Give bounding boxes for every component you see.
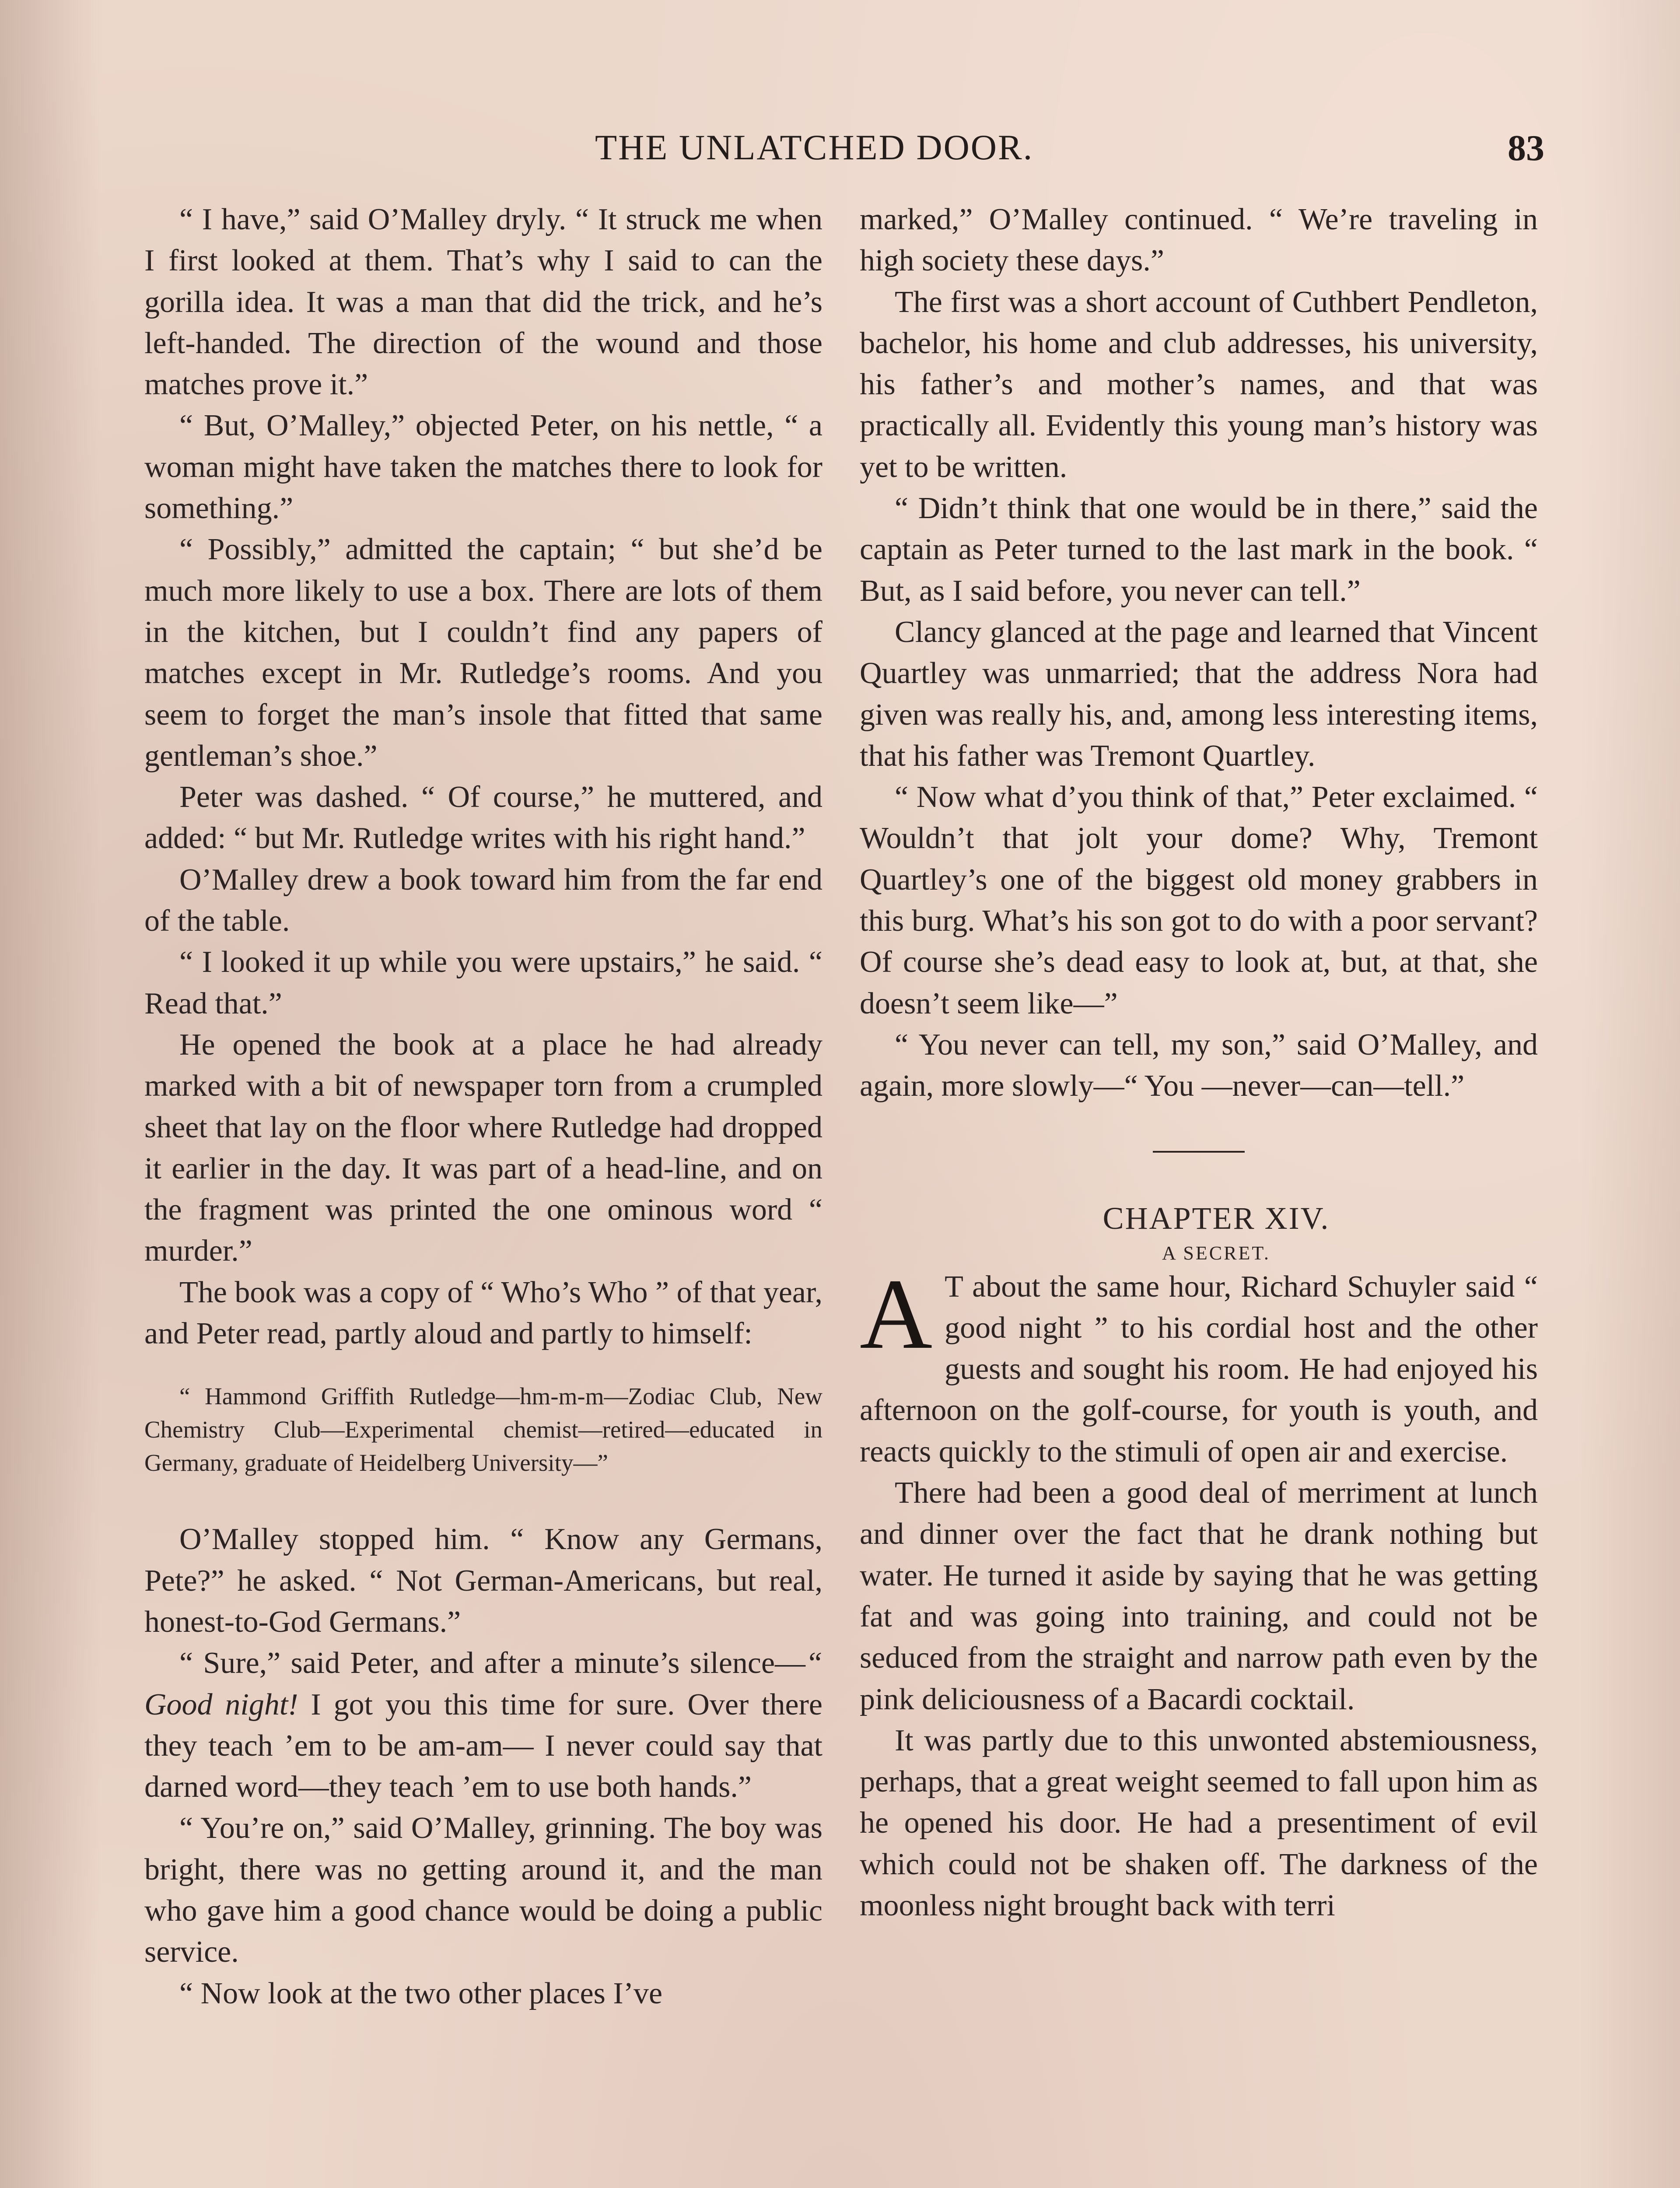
running-head [144,127,1544,175]
paragraph: The first was a short account of Cuthbert Pendleton, bachelor, his home and club addresses, his university, his father’s and mother’s names, and that was practically all. Evidently this young man’s history was yet to be written. [860,285,1538,484]
chapter-title: CHAPTER XIV. [1102,1200,1330,1236]
text-run: I got you this time for sure. Over there they teach ’em to be am-am— I never could say that darned word—they teach ’em to use both hands.” [144,1687,822,1804]
right-column [860,199,1538,1926]
text-run: “ Sure,” said Peter, and after a minute’s silence— [179,1646,806,1680]
paragraph-good-night [144,1643,822,1808]
paragraph: The book was a copy of “ Who’s Who ” of that year, and Peter read, partly aloud and partly to himself: [144,1275,822,1351]
paragraph: O’Malley stopped him. “ Know any Germans, Pete?” he asked. “ Not German-Americans, but real, honest-to-God Germans.” [144,1522,822,1639]
paragraph: “ You never can tell, my son,” said O’Malley, and again, more slowly—“ You —never—can—tell.” [860,1027,1538,1103]
who-s-who-quote: “ Hammond Griffith Rutledge—hm-m-m—Zodiac Club, New Chemistry Club—Experimental chemist—retired—educated in Germany, graduate of Heidelberg University—” [144,1383,822,1476]
paragraph: “ Possibly,” admitted the captain; “ but she’d be much more likely to use a box. There are lots of them in the kitchen, but I couldn’t find any papers of matches except in Mr. Rutledge’s rooms. And you seem to forget the man’s insole that fitted that same gentleman’s shoe.” [144,533,822,773]
paragraph: “ But, O’Malley,” objected Peter, on his nettle, “ a woman might have taken the matches there to look for something.” [144,409,822,526]
chapter-opening-paragraph [860,1258,1538,1473]
drop-cap: A [860,1258,933,1370]
left-column [144,199,822,2014]
paragraph: “ Now look at the two other places I’ve [179,1976,663,2010]
running-title: THE UNLATCHED DOOR. [595,127,1034,167]
paragraph: Clancy glanced at the page and learned that Vincent Quartley was unmarried; that the address Nora had given was really his, and, among less interesting items, that his father was Tremont Quartley. [860,615,1538,773]
italic-run: “ Good night! [144,1646,822,1722]
section-divider [1153,1151,1245,1153]
paragraph: O’Malley drew a book toward him from the far end of the table. [144,863,822,938]
paragraph: “ I looked it up while you were upstairs,” he said. “ Read that.” [144,945,822,1020]
paragraph: “ Now what d’you think of that,” Peter exclaimed. “ Wouldn’t that jolt your dome? Why, Tremont Quartley’s one of the biggest old money grabbers in this burg. What’s his son got to do with a poor servant? Of course she’s dead easy to look at, but, at that, she doesn’t seem like—” [860,780,1538,1020]
paragraph: “ Didn’t think that one would be in there,” said the captain as Peter turned to the last mark in the book. “ But, as I said before, you never can tell.” [860,491,1538,608]
paragraph: Peter was dashed. “ Of course,” he muttered, and added: “ but Mr. Rutledge writes with his right hand.” [144,780,822,856]
opening-text: T about the same hour, Richard Schuyler said “ good night ” to his cordial host and the other guests and sought his room. He had enjoyed his afternoon on the golf-course, for youth is youth, and reacts quickly to the stimuli of open air and exercise. [860,1269,1538,1469]
paragraph: “ I have,” said O’Malley dryly. “ It struck me when I first looked at them. That’s why I said to can the gorilla idea. It was a man that did the trick, and he’s left-handed. The direction of the wound and those matches prove it.” [144,203,822,402]
chapter-subtitle: A SECRET. [1162,1242,1270,1264]
paragraph: He opened the book at a place he had already marked with a bit of newspaper torn from a crumpled sheet that lay on the floor where Rutledge had dropped it earlier in the day. It was part of a head-line, and on the fragment was printed the one ominous word “ murder.” [144,1027,822,1268]
paragraph-continued: marked,” O’Malley continued. “ We’re traveling in high society these days.” [860,203,1538,278]
paragraph: There had been a good deal of merriment at lunch and dinner over the fact that he drank nothing but water. He turned it aside by saying that he was getting fat and was going into training, and could not be seduced from the straight and narrow path even by the pink deliciousness of a Bacardi cocktail. [860,1476,1538,1716]
page-number: 83 [1508,128,1544,168]
paragraph: “ You’re on,” said O’Malley, grinning. The boy was bright, there was no getting around it, and the man who gave him a good chance would be doing a public service. [144,1811,822,1969]
paragraph: It was partly due to this unwonted abstemiousness, perhaps, that a great weight seemed to fall upon him as he opened his door. He had a presentiment of evil which could not be shaken off. The darkness of the moonless night brought back with terri [860,1723,1538,1922]
